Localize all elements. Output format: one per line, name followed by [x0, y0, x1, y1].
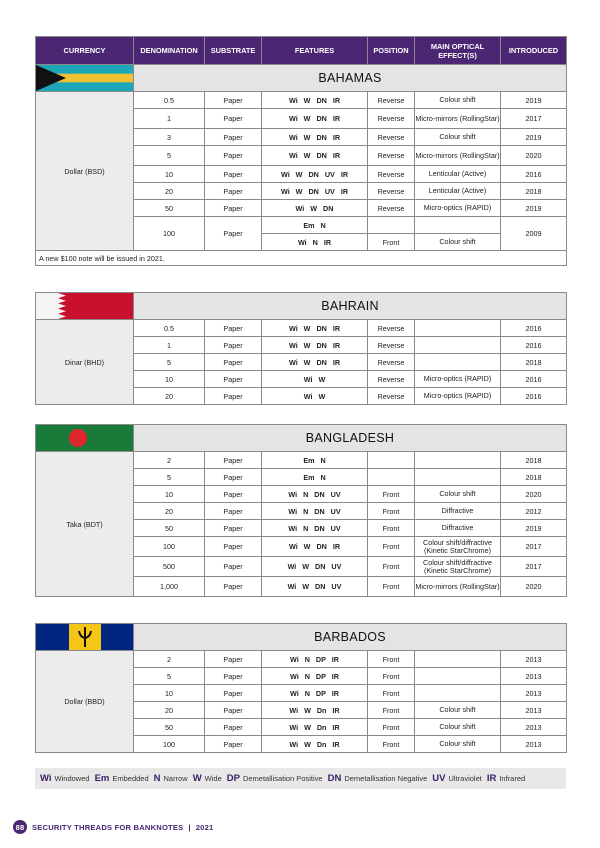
substrate-cell: Paper — [205, 685, 262, 702]
table-row — [36, 651, 567, 668]
substrate-cell: Paper — [205, 651, 262, 668]
features-cell: Wi W DN IR — [262, 92, 368, 109]
optical-effect-cell: Colour shift — [415, 719, 501, 736]
country-row — [36, 425, 567, 452]
denomination-cell: 10 — [134, 371, 205, 388]
position-cell: Reverse — [368, 92, 415, 109]
features-cell: Wi W DN IR — [262, 320, 368, 337]
legend-code: W — [192, 773, 202, 784]
features-cell: Wi W Dn IR — [262, 736, 368, 753]
optical-effect-cell: Lenticular (Active) — [415, 183, 501, 200]
header-position: POSITION — [368, 37, 415, 65]
optical-effect-cell — [415, 668, 501, 685]
denomination-cell: 1 — [134, 337, 205, 354]
position-cell — [368, 469, 415, 486]
position-cell: Front — [368, 719, 415, 736]
optical-effect-cell — [415, 685, 501, 702]
substrate-cell: Paper — [205, 486, 262, 503]
page-footer — [13, 819, 213, 835]
introduced-cell: 2013 — [501, 736, 567, 753]
features-cell: Em N — [262, 452, 368, 469]
introduced-cell: 2013 — [501, 719, 567, 736]
legend-code: N — [153, 773, 161, 784]
optical-effect-cell: Colour shift/diffractive (Kinetic StarChrome) — [415, 537, 501, 557]
substrate-cell: Paper — [205, 702, 262, 719]
optical-effect-cell: Lenticular (Active) — [415, 166, 501, 183]
legend-label: Wide — [204, 774, 222, 783]
optical-effect-cell: Micro-optics (RAPID) — [415, 388, 501, 405]
position-cell: Reverse — [368, 183, 415, 200]
legend-code: DN — [327, 773, 342, 784]
substrate-cell: Paper — [205, 337, 262, 354]
country-name: BANGLADESH — [134, 425, 567, 452]
country-name: BAHAMAS — [134, 65, 567, 92]
legend-code: Wi — [40, 773, 52, 784]
currency-cell: Dollar (BSD) — [36, 92, 134, 251]
table-row — [36, 452, 567, 469]
header-optical-effect: MAIN OPTICAL EFFECT(S) — [415, 37, 501, 65]
features-cell: Wi W DN — [262, 200, 368, 217]
introduced-cell: 2012 — [501, 503, 567, 520]
legend-code: IR — [486, 773, 497, 784]
position-cell: Front — [368, 651, 415, 668]
bahrain-table — [35, 292, 567, 405]
legend-label: Infrared — [499, 774, 526, 783]
introduced-cell: 2013 — [501, 668, 567, 685]
substrate-cell: Paper — [205, 520, 262, 537]
features-cell: Wi W Dn IR — [262, 719, 368, 736]
features-cell: Em N — [262, 469, 368, 486]
table-row — [36, 320, 567, 337]
substrate-cell: Paper — [205, 503, 262, 520]
position-cell: Front — [368, 557, 415, 577]
introduced-cell: 2017 — [501, 109, 567, 129]
denomination-cell: 50 — [134, 520, 205, 537]
country-name: BARBADOS — [134, 624, 567, 651]
legend-label: Narrow — [163, 774, 188, 783]
legend-code: DP — [226, 773, 240, 784]
features-cell: Wi W DN UV — [262, 557, 368, 577]
header-denomination: DENOMINATION — [134, 37, 205, 65]
position-cell: Front — [368, 520, 415, 537]
legend-label: Demetallisation Positive — [242, 774, 323, 783]
optical-effect-cell: Micro-mirrors (RollingStar) — [415, 146, 501, 166]
denomination-cell: 10 — [134, 486, 205, 503]
optical-effect-cell — [415, 452, 501, 469]
introduced-cell: 2016 — [501, 337, 567, 354]
introduced-cell: 2009 — [501, 217, 567, 251]
optical-effect-cell: Colour shift — [415, 736, 501, 753]
features-cell: Wi W — [262, 371, 368, 388]
substrate-cell: Paper — [205, 200, 262, 217]
denomination-cell: 5 — [134, 469, 205, 486]
features-cell: Wi W DN IR — [262, 129, 368, 146]
position-cell: Front — [368, 577, 415, 597]
position-cell: Reverse — [368, 146, 415, 166]
optical-effect-cell: Colour shift — [415, 129, 501, 146]
position-cell: Front — [368, 537, 415, 557]
position-cell: Front — [368, 486, 415, 503]
substrate-cell: Paper — [205, 109, 262, 129]
denomination-cell: 1,000 — [134, 577, 205, 597]
substrate-cell: Paper — [205, 469, 262, 486]
denomination-cell: 100 — [134, 537, 205, 557]
features-cell: Wi W DN IR — [262, 337, 368, 354]
table-header — [36, 37, 567, 65]
table-row — [36, 92, 567, 109]
table-note: A new $100 note will be issued in 2021. — [36, 251, 567, 266]
introduced-cell: 2013 — [501, 702, 567, 719]
features-cell: Wi N DP IR — [262, 651, 368, 668]
denomination-cell: 5 — [134, 146, 205, 166]
country-name: BAHRAIN — [134, 293, 567, 320]
bangladesh-table — [35, 424, 567, 597]
optical-effect-cell — [415, 217, 501, 234]
optical-effect-cell: Colour shift — [415, 486, 501, 503]
legend-label: Ultraviolet — [448, 774, 482, 783]
optical-effect-cell: Diffractive — [415, 503, 501, 520]
optical-effect-cell — [415, 469, 501, 486]
legend-code: Em — [94, 773, 110, 784]
introduced-cell: 2016 — [501, 320, 567, 337]
position-cell: Reverse — [368, 200, 415, 217]
introduced-cell: 2019 — [501, 200, 567, 217]
denomination-cell: 100 — [134, 736, 205, 753]
features-cell: Em N — [262, 217, 368, 234]
legend-bar — [35, 768, 566, 789]
legend-label: Embedded — [112, 774, 149, 783]
introduced-cell: 2017 — [501, 557, 567, 577]
denomination-cell: 10 — [134, 685, 205, 702]
optical-effect-cell: Colour shift — [415, 702, 501, 719]
denomination-cell: 0.5 — [134, 92, 205, 109]
substrate-cell: Paper — [205, 388, 262, 405]
footer-year: 2021 — [195, 822, 214, 832]
currency-cell: Dollar (BBD) — [36, 651, 134, 753]
barbados-table — [35, 623, 567, 753]
position-cell: Reverse — [368, 354, 415, 371]
substrate-cell: Paper — [205, 736, 262, 753]
features-cell: Wi N DN UV — [262, 520, 368, 537]
denomination-cell: 10 — [134, 166, 205, 183]
legend-label: Windowed — [54, 774, 90, 783]
substrate-cell: Paper — [205, 354, 262, 371]
optical-effect-cell: Micro-mirrors (RollingStar) — [415, 577, 501, 597]
substrate-cell: Paper — [205, 537, 262, 557]
introduced-cell: 2020 — [501, 577, 567, 597]
denomination-cell: 2 — [134, 651, 205, 668]
features-cell: Wi N DP IR — [262, 668, 368, 685]
position-cell: Front — [368, 503, 415, 520]
footer-divider: | — [188, 822, 191, 832]
introduced-cell: 2016 — [501, 388, 567, 405]
optical-effect-cell: Micro-mirrors (RollingStar) — [415, 109, 501, 129]
position-cell — [368, 217, 415, 234]
header-currency: CURRENCY — [36, 37, 134, 65]
position-cell: Reverse — [368, 388, 415, 405]
position-cell: Front — [368, 685, 415, 702]
substrate-cell: Paper — [205, 183, 262, 200]
features-cell: Wi N DP IR — [262, 685, 368, 702]
denomination-cell: 100 — [134, 217, 205, 251]
features-cell: Wi W DN IR — [262, 109, 368, 129]
introduced-cell: 2020 — [501, 486, 567, 503]
substrate-cell: Paper — [205, 217, 262, 251]
barbados-flag-icon — [36, 624, 134, 651]
introduced-cell: 2018 — [501, 183, 567, 200]
position-cell: Reverse — [368, 129, 415, 146]
position-cell: Reverse — [368, 320, 415, 337]
position-cell: Reverse — [368, 166, 415, 183]
introduced-cell: 2019 — [501, 520, 567, 537]
header-introduced: INTRODUCED — [501, 37, 567, 65]
substrate-cell: Paper — [205, 577, 262, 597]
country-row — [36, 293, 567, 320]
substrate-cell: Paper — [205, 719, 262, 736]
substrate-cell: Paper — [205, 146, 262, 166]
optical-effect-cell — [415, 337, 501, 354]
substrate-cell: Paper — [205, 668, 262, 685]
position-cell: Reverse — [368, 337, 415, 354]
introduced-cell: 2017 — [501, 537, 567, 557]
denomination-cell: 3 — [134, 129, 205, 146]
currency-cell: Taka (BDT) — [36, 452, 134, 597]
optical-effect-cell — [415, 354, 501, 371]
features-cell: Wi W DN UV — [262, 577, 368, 597]
denomination-cell: 20 — [134, 503, 205, 520]
denomination-cell: 0.5 — [134, 320, 205, 337]
features-cell: Wi W — [262, 388, 368, 405]
denomination-cell: 5 — [134, 668, 205, 685]
header-substrate: SUBSTRATE — [205, 37, 262, 65]
substrate-cell: Paper — [205, 166, 262, 183]
features-cell: Wi W DN IR — [262, 354, 368, 371]
position-cell — [368, 452, 415, 469]
bangladesh-flag-icon — [36, 425, 134, 452]
introduced-cell: 2013 — [501, 685, 567, 702]
bahamas-table — [35, 36, 567, 266]
substrate-cell: Paper — [205, 320, 262, 337]
country-row — [36, 624, 567, 651]
position-cell: Front — [368, 668, 415, 685]
bahrain-flag-icon — [36, 293, 134, 320]
denomination-cell: 20 — [134, 388, 205, 405]
denomination-cell: 1 — [134, 109, 205, 129]
features-cell: Wi W DN IR — [262, 537, 368, 557]
denomination-cell: 2 — [134, 452, 205, 469]
substrate-cell: Paper — [205, 92, 262, 109]
features-cell: Wi W DN UV IR — [262, 166, 368, 183]
substrate-cell: Paper — [205, 557, 262, 577]
features-cell: Wi W DN UV IR — [262, 183, 368, 200]
introduced-cell: 2016 — [501, 166, 567, 183]
denomination-cell: 500 — [134, 557, 205, 577]
features-cell: Wi N DN UV — [262, 503, 368, 520]
position-cell: Reverse — [368, 371, 415, 388]
currency-cell: Dinar (BHD) — [36, 320, 134, 405]
optical-effect-cell: Colour shift/diffractive (Kinetic StarChrome) — [415, 557, 501, 577]
note-row — [36, 251, 567, 266]
denomination-cell: 20 — [134, 702, 205, 719]
features-cell: Wi W Dn IR — [262, 702, 368, 719]
bahamas-flag-icon — [36, 65, 134, 92]
substrate-cell: Paper — [205, 371, 262, 388]
page-number: 88 — [13, 820, 27, 834]
introduced-cell: 2018 — [501, 354, 567, 371]
optical-effect-cell: Micro-optics (RAPID) — [415, 371, 501, 388]
introduced-cell: 2019 — [501, 92, 567, 109]
legend-label: Demetallisation Negative — [344, 774, 428, 783]
introduced-cell: 2018 — [501, 469, 567, 486]
legend-code: UV — [432, 773, 446, 784]
features-cell: Wi N IR — [262, 234, 368, 251]
introduced-cell: 2019 — [501, 129, 567, 146]
denomination-cell: 20 — [134, 183, 205, 200]
optical-effect-cell — [415, 651, 501, 668]
denomination-cell: 50 — [134, 200, 205, 217]
substrate-cell: Paper — [205, 129, 262, 146]
position-cell: Front — [368, 736, 415, 753]
optical-effect-cell: Colour shift — [415, 234, 501, 251]
header-features: FEATURES — [262, 37, 368, 65]
features-cell: Wi W DN IR — [262, 146, 368, 166]
optical-effect-cell — [415, 320, 501, 337]
introduced-cell: 2016 — [501, 371, 567, 388]
optical-effect-cell: Colour shift — [415, 92, 501, 109]
country-row — [36, 65, 567, 92]
introduced-cell: 2020 — [501, 146, 567, 166]
features-cell: Wi N DN UV — [262, 486, 368, 503]
position-cell: Front — [368, 702, 415, 719]
introduced-cell: 2018 — [501, 452, 567, 469]
position-cell: Reverse — [368, 109, 415, 129]
optical-effect-cell: Diffractive — [415, 520, 501, 537]
denomination-cell: 5 — [134, 354, 205, 371]
optical-effect-cell: Micro-optics (RAPID) — [415, 200, 501, 217]
introduced-cell: 2013 — [501, 651, 567, 668]
position-cell: Front — [368, 234, 415, 251]
substrate-cell: Paper — [205, 452, 262, 469]
denomination-cell: 50 — [134, 719, 205, 736]
footer-title: SECURITY THREADS FOR BANKNOTES — [32, 822, 184, 832]
